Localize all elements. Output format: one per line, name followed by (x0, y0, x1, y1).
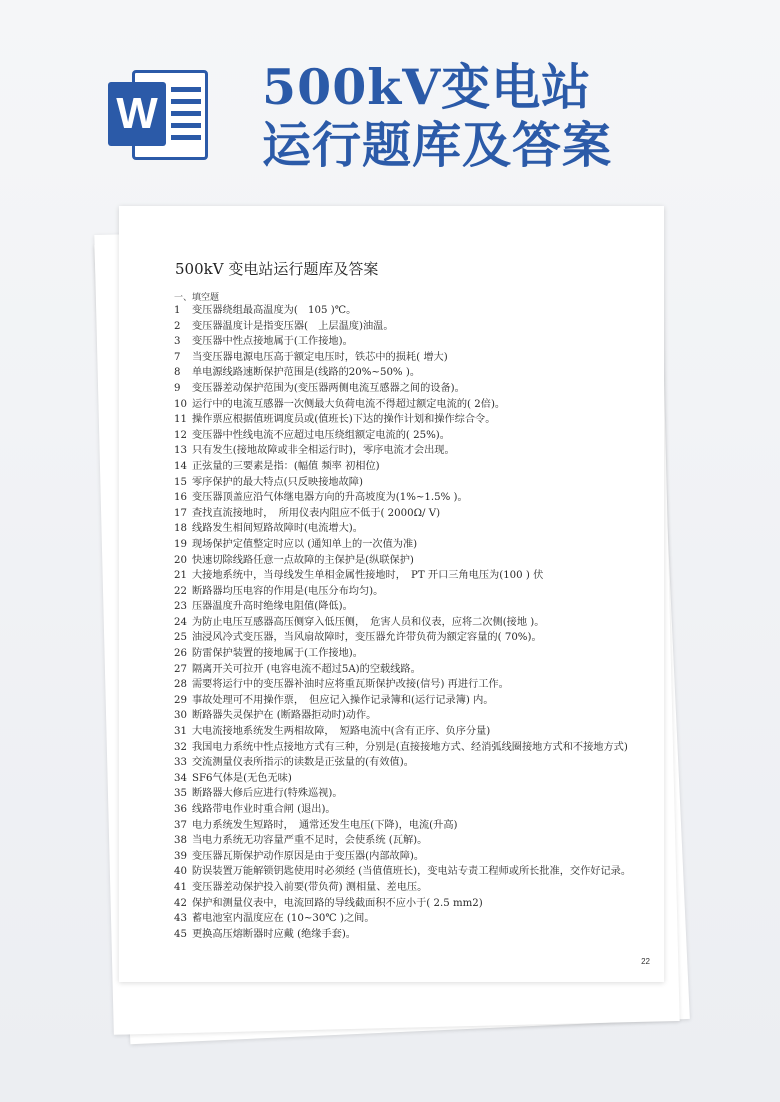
question-item (174, 365, 654, 381)
question-text: 断路器大修后应进行(特殊巡视)。 (192, 788, 343, 800)
question-number: 1 (174, 305, 181, 316)
document-page (119, 206, 664, 982)
question-text: 只有发生(接地故障或非全相运行时)，零序电流才会出现。 (192, 445, 455, 457)
question-item (174, 537, 654, 553)
question-number: 36 (174, 804, 187, 815)
question-number: 17 (174, 507, 187, 519)
question-number: 34 (174, 772, 187, 784)
question-text: 变压器差动保护范围为(变压器两侧电流互感器之间的设备)。 (192, 382, 465, 394)
question-text: 变压器瓦斯保护动作原因是由于变压器(内部故障)。 (192, 850, 425, 862)
question-number: 31 (174, 726, 187, 738)
question-number: 19 (174, 538, 187, 550)
question-text: 我国电力系统中性点接地方式有三种，分别是(直接接地方式、经消弧线圈接地方式和不接地方式) (192, 741, 628, 753)
question-number: 42 (174, 897, 187, 909)
question-text: 正弦量的三要素是指：(幅值 频率 初相位) (192, 460, 380, 472)
question-text: 变压器温度计是指变压器( 上层温度)油温。 (192, 320, 394, 332)
question-text: 断路器均压电容的作用是(电压分布均匀)。 (192, 585, 384, 597)
question-text: SF6气体是(无色无味) (192, 772, 292, 784)
word-document-icon (108, 70, 216, 160)
question-item (174, 818, 654, 834)
question-item (174, 786, 654, 802)
question-number: 11 (174, 414, 187, 426)
question-text: 变压器中性点接地属于(工作接地)。 (192, 336, 353, 348)
question-item (174, 568, 654, 584)
question-text: 变压器顶盖应沿气体继电器方向的升高坡度为(1%~1.5% )。 (192, 492, 468, 504)
question-text: 交流测量仪表所指示的读数是正弦量的(有效值)。 (192, 757, 414, 769)
question-number: 7 (174, 351, 181, 363)
question-item (174, 397, 654, 413)
question-text: 隔离开关可拉开 (电容电流不超过5A)的空载线路。 (192, 663, 421, 675)
question-text: 变压器绕组最高温度为( 105 )℃。 (192, 305, 357, 316)
question-number: 30 (174, 710, 187, 722)
question-item (174, 693, 654, 709)
question-item (174, 724, 654, 740)
question-item (174, 755, 654, 771)
question-text: 零序保护的最大特点(只反映接地故障) (192, 476, 363, 488)
question-item (174, 303, 654, 319)
question-item (174, 662, 654, 678)
question-number: 20 (174, 554, 187, 566)
question-text: 大接地系统中，当母线发生单相金属性接地时， PT 开口三角电压为(100 ) 伏 (192, 570, 544, 582)
question-text: 现场保护定值整定时应以 (通知单上的一次值为准) (192, 538, 418, 550)
question-item (174, 740, 654, 756)
question-number: 40 (174, 866, 187, 878)
question-text: 当变压器电源电压高于额定电压时，铁芯中的损耗( 增大) (192, 351, 448, 363)
question-number: 9 (174, 382, 181, 394)
question-item (174, 443, 654, 459)
question-text: 线路发生相间短路故障时(电流增大)。 (192, 523, 363, 535)
question-number: 33 (174, 757, 187, 769)
question-number: 12 (174, 429, 187, 441)
question-item (174, 490, 654, 506)
page-number: 22 (641, 957, 650, 966)
question-item (174, 553, 654, 569)
question-number: 18 (174, 523, 187, 535)
question-text: 保护和测量仪表中，电流回路的导线截面积不应小于( 2.5 mm2) (192, 897, 483, 909)
question-item (174, 521, 654, 537)
question-number: 2 (174, 320, 181, 332)
question-number: 10 (174, 398, 187, 410)
question-text: 大电流接地系统发生两相故障， 短路电流中(含有正序、负序分量) (192, 726, 491, 738)
question-text: 油浸风冷式变压器，当风扇故障时，变压器允许带负荷为额定容量的( 70%)。 (192, 632, 542, 644)
word-logo-badge: W (108, 82, 166, 146)
question-item (174, 849, 654, 865)
question-number: 8 (174, 367, 181, 379)
question-number: 13 (174, 445, 187, 457)
question-text: 电力系统发生短路时， 通常还发生电压(下降)，电流(升高) (192, 819, 458, 831)
question-item (174, 381, 654, 397)
question-text: 变压器中性线电流不应超过电压绕组额定电流的( 25%)。 (192, 429, 450, 441)
question-item (174, 677, 654, 693)
question-number: 22 (174, 585, 187, 597)
question-item (174, 599, 654, 615)
question-number: 39 (174, 850, 187, 862)
question-item (174, 708, 654, 724)
question-number: 41 (174, 881, 187, 893)
question-number: 21 (174, 570, 187, 582)
question-number: 3 (174, 336, 181, 348)
question-item (174, 428, 654, 444)
question-text: 防雷保护装置的接地属于(工作接地)。 (192, 648, 363, 660)
question-number: 37 (174, 819, 187, 831)
question-text: 当电力系统无功容量严重不足时，会使系统 (瓦解)。 (192, 835, 428, 847)
question-text: 单电源线路速断保护范围是(线路的20%~50% )。 (192, 367, 421, 379)
question-item (174, 833, 654, 849)
question-text: 运行中的电流互感器一次侧最大负荷电流不得超过额定电流的( 2倍)。 (192, 398, 506, 410)
question-number: 24 (174, 616, 187, 628)
question-item (174, 646, 654, 662)
question-text: 压器温度升高时绝缘电阻值(降低)。 (192, 601, 353, 613)
question-number: 38 (174, 835, 187, 847)
question-list (174, 303, 654, 942)
question-item (174, 475, 654, 491)
question-text: 变压器差动保护投入前要(带负荷) 测相量、差电压。 (192, 881, 428, 893)
question-item (174, 459, 654, 475)
question-number: 26 (174, 648, 187, 660)
question-number: 28 (174, 679, 187, 691)
question-item (174, 506, 654, 522)
question-item (174, 771, 654, 787)
question-text: 为防止电压互感器高压侧穿入低压侧， 危害人员和仪表，应将二次侧(接地 )。 (192, 616, 545, 628)
question-number: 27 (174, 663, 187, 675)
question-text: 线路带电作业时重合闸 (退出)。 (192, 804, 336, 815)
question-text: 事故处理可不用操作票， 但应记入操作记录簿和(运行记录簿) 内。 (192, 694, 494, 706)
question-item (174, 927, 654, 943)
question-item (174, 896, 654, 912)
question-text: 查找直流接地时， 所用仪表内阻应不低于( 2000Ω/ V) (192, 507, 441, 519)
question-item (174, 615, 654, 631)
banner-title-line1: 500kV变电站 (262, 58, 592, 116)
question-item (174, 350, 654, 366)
question-number: 45 (174, 928, 187, 940)
banner-title (262, 58, 762, 174)
question-item (174, 802, 654, 818)
question-item (174, 334, 654, 350)
question-item (174, 319, 654, 335)
question-number: 43 (174, 913, 187, 925)
question-number: 32 (174, 741, 187, 753)
question-item (174, 630, 654, 646)
section-heading: 一、填空题 (174, 293, 220, 303)
question-item (174, 584, 654, 600)
question-number: 15 (174, 476, 187, 488)
question-text: 断路器失灵保护在 (断路器拒动时)动作。 (192, 710, 377, 722)
question-item (174, 864, 654, 880)
question-text: 更换高压熔断器时应戴 (绝缘手套)。 (192, 928, 356, 940)
question-item (174, 880, 654, 896)
banner-title-line2: 运行题库及答案 (262, 116, 613, 174)
question-number: 35 (174, 788, 187, 800)
question-number: 29 (174, 694, 187, 706)
question-text: 需要将运行中的变压器补油时应将重瓦斯保护改接(信号) 再进行工作。 (192, 679, 509, 691)
question-number: 23 (174, 601, 187, 613)
question-item (174, 911, 654, 927)
question-number: 16 (174, 492, 187, 504)
question-text: 蓄电池室内温度应在 (10~30℃ )之间。 (192, 913, 375, 925)
question-number: 14 (174, 460, 187, 472)
question-text: 快速切除线路任意一点故障的主保护是(纵联保护) (192, 554, 414, 566)
document-title: 500kV 变电站运行题库及答案 (175, 260, 379, 278)
question-text: 操作票应根据值班调度员或(值班长)下达的操作计划和操作综合令。 (192, 414, 496, 426)
question-text: 防误装置万能解锁钥匙使用时必须经 (当值值班长)，变电站专责工程师或所长批准，交作好记录。 (192, 866, 632, 878)
question-number: 25 (174, 632, 187, 644)
question-item (174, 412, 654, 428)
